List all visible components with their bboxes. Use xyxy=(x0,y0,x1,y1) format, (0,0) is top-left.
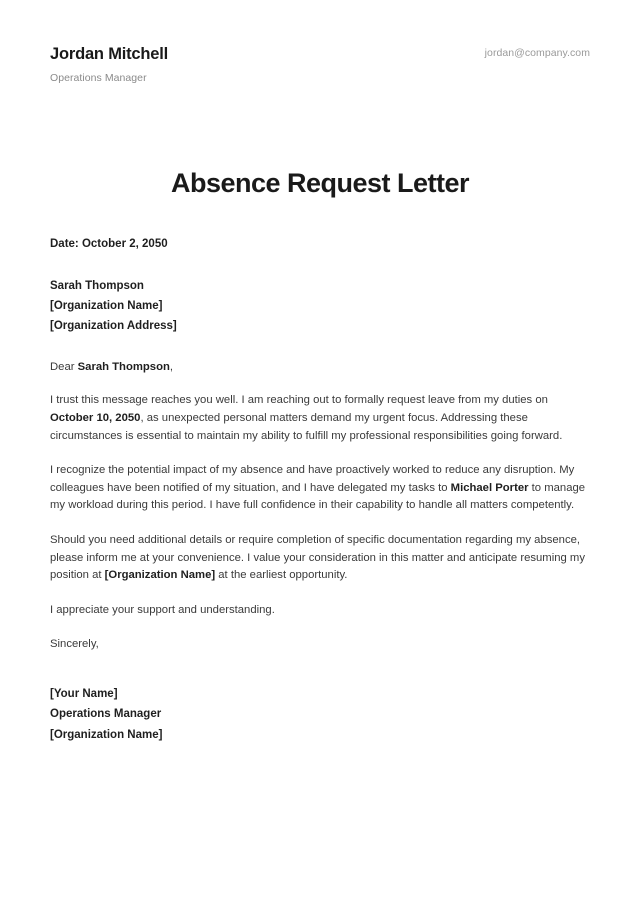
signature-name: [Your Name] xyxy=(50,687,118,700)
signoff: Sincerely, xyxy=(50,638,99,651)
paragraph-1-text-part-1: I trust this message reaches you well. I am reaching out to formally request leave from my duties on xyxy=(50,394,548,407)
paragraph-2-delegate-name: Michael Porter xyxy=(450,481,529,494)
paragraph-2-text-part-1: I recognize the potential impact of my absence and have proactively worked to reduce any disruption. My colleagues have been notified of my situation, and I have delegated my tasks to xyxy=(50,464,575,494)
sender-job-title: Operations Manager xyxy=(50,71,147,84)
paragraph-3-text-part-2: at the earliest opportunity. xyxy=(215,569,348,582)
paragraph-1 xyxy=(50,392,590,445)
letter-body xyxy=(50,236,590,745)
sender-identity-block xyxy=(50,44,168,84)
paragraph-1-text-part-2: , as unexpected personal matters demand my urgent focus. Addressing these circumstances is essential to maintain my ability to fulfill my professional responsibilities going forward. xyxy=(50,412,563,442)
salutation xyxy=(50,359,590,377)
sender-name: Jordan Mitchell xyxy=(50,45,169,63)
paragraph-3-organization-name: [Organization Name] xyxy=(104,569,216,582)
salutation-greeting: Dear xyxy=(50,360,78,373)
paragraph-3 xyxy=(50,532,590,585)
salutation-punctuation: , xyxy=(169,360,174,373)
date-line: Date: October 2, 2050 xyxy=(50,238,168,250)
paragraph-1-leave-date: October 10, 2050 xyxy=(50,412,141,424)
closing-line: I appreciate your support and understanding. xyxy=(50,603,275,616)
paragraph-3-text-part-1: Should you need additional details or require completion of specific documentation regarding my absence, please inform me at your convenience. I value your consideration in this matter and anticipate resuming my position at xyxy=(50,533,585,582)
recipient-organization: [Organization Name] xyxy=(50,300,163,312)
recipient-name: Sarah Thompson xyxy=(50,279,144,292)
signature-role: Operations Manager xyxy=(50,708,162,721)
signature-organization: [Organization Name] xyxy=(50,728,163,741)
paragraph-2-text-part-2: to manage my workload during this period. I have full confidence in their capability to handle all matters competently. xyxy=(50,481,586,512)
recipient-block xyxy=(50,276,590,337)
page-title: Absence Request Letter xyxy=(170,168,470,198)
recipient-address: [Organization Address] xyxy=(50,320,177,333)
signature-block xyxy=(50,684,590,745)
salutation-name: Sarah Thompson xyxy=(77,360,170,373)
sender-email: jordan@company.com xyxy=(484,47,590,59)
paragraph-2 xyxy=(50,462,590,515)
letterhead xyxy=(50,44,590,84)
